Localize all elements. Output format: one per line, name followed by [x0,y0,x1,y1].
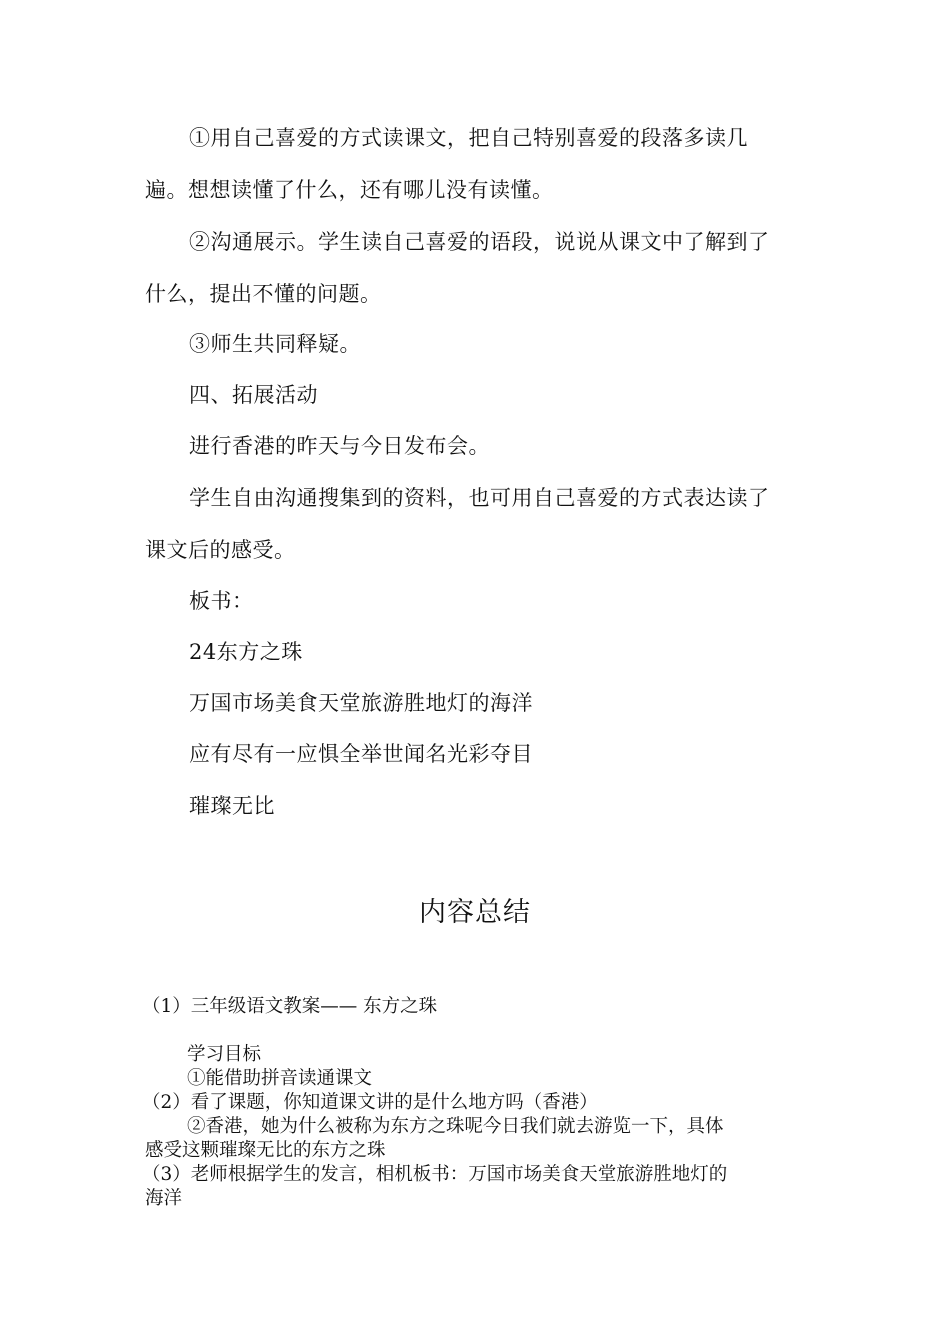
body-line-3: ②沟通展示。学生读自己喜爱的语段，说说从课文中了解到了 [189,230,770,254]
board-title: 24东方之珠 [189,640,303,664]
board-line-3: 璀璨无比 [189,794,275,818]
summary-title: 内容总结 [419,897,531,928]
board-line-2: 应有尽有一应惧全举世闻名光彩夺目 [189,742,533,766]
section-heading-extension: 四、拓展活动 [189,383,318,407]
body-line-7: 进行香港的昨天与今日发布会。 [189,434,490,458]
summary-line-8: 海洋 [145,1188,183,1209]
summary-line-4: （2）看了课题，你知道课文讲的是什么地方吗（香港） [142,1092,598,1113]
board-label: 板书： [189,589,254,613]
body-line-9: 课文后的感受。 [145,538,296,562]
body-line-8: 学生自由沟通搜集到的资料，也可用自己喜爱的方式表达读了 [189,486,770,510]
summary-line-5: ②香港，她为什么被称为东方之珠呢今日我们就去游览一下，具体 [187,1116,724,1137]
body-line-1: ①用自己喜爱的方式读课文，把自己特别喜爱的段落多读几 [189,126,748,150]
summary-line-2: 学习目标 [187,1044,262,1065]
summary-line-3: ①能借助拼音读通课文 [187,1068,373,1089]
body-line-5: ③师生共同释疑。 [189,332,361,356]
summary-line-1: （1）三年级语文教案—— 东方之珠 [142,996,438,1017]
board-line-1: 万国市场美食天堂旅游胜地灯的海洋 [189,691,533,715]
body-line-4: 什么，提出不懂的问题。 [145,282,382,306]
summary-line-7: （3）老师根据学生的发言，相机板书：万国市场美食天堂旅游胜地灯的 [142,1164,728,1185]
body-line-2: 遍。想想读懂了什么，还有哪儿没有读懂。 [145,178,554,202]
summary-line-6: 感受这颗璀璨无比的东方之珠 [145,1140,386,1161]
